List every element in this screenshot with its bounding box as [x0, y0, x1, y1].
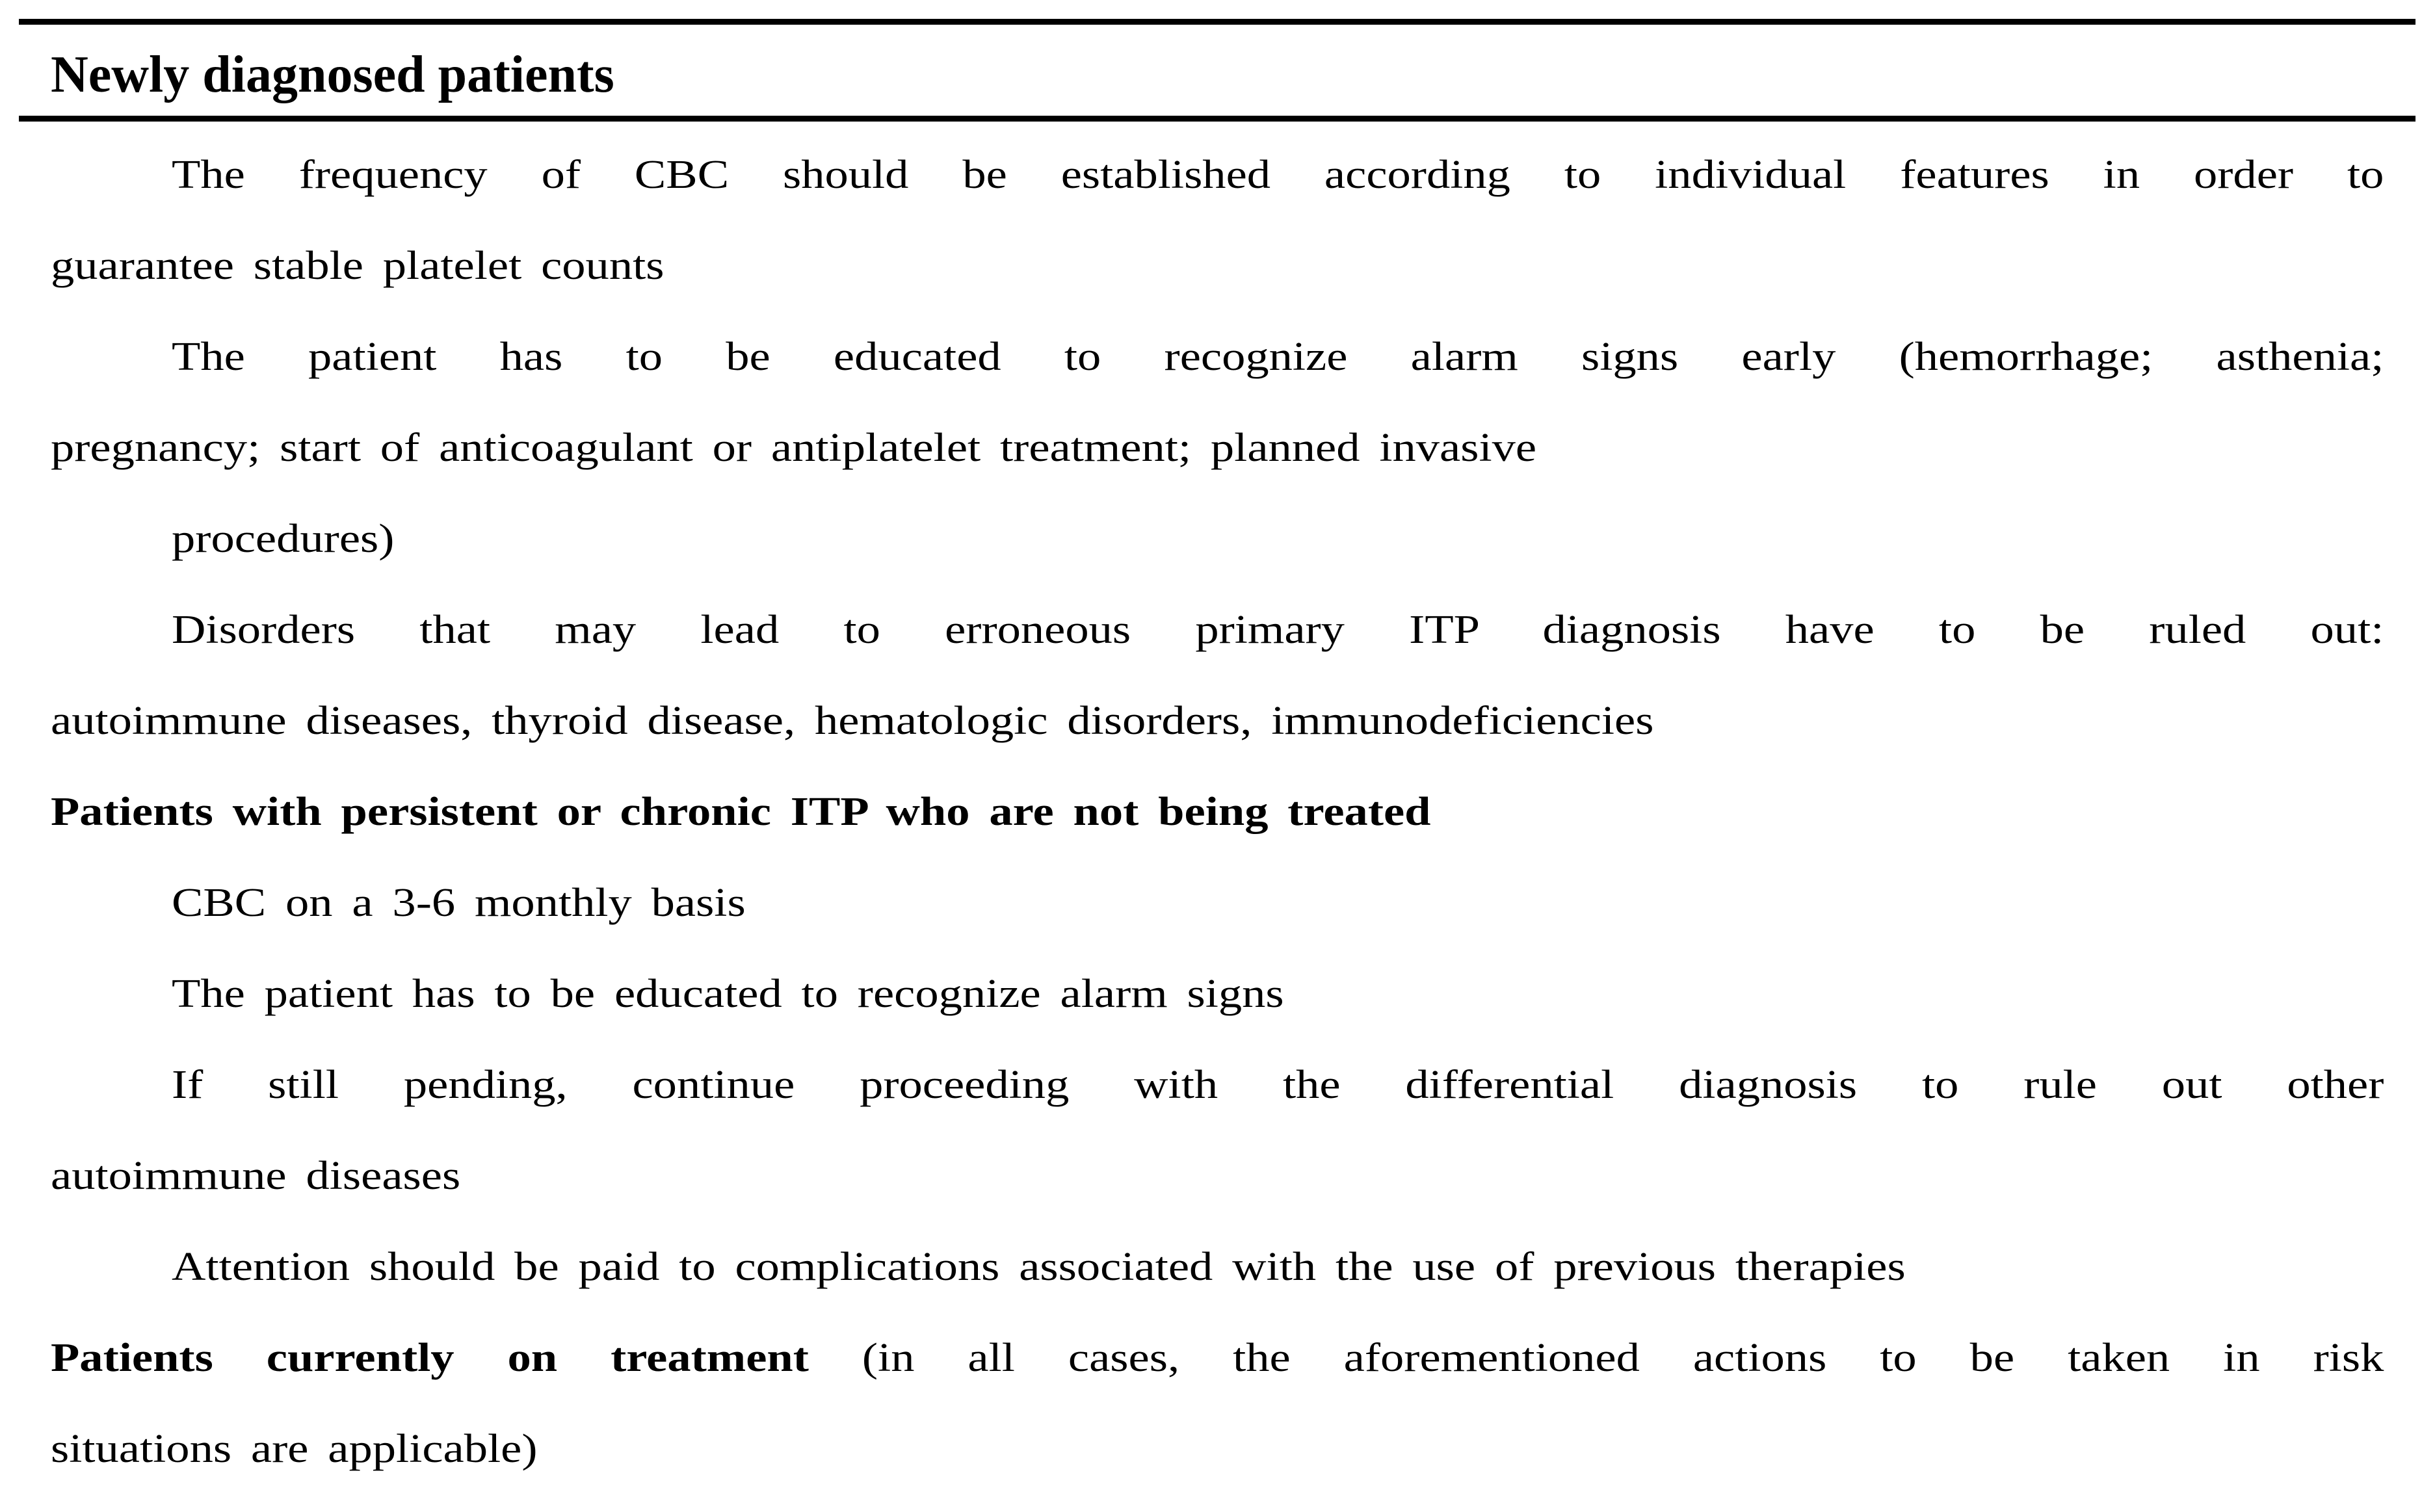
text-line [51, 1403, 2384, 1494]
text-segment-bold: Patients with persistent or chronic ITP who are not being treated [51, 790, 1431, 834]
text-line [51, 402, 2384, 493]
text-line [51, 311, 2384, 402]
text-segment: (in all cases, the aforementioned actions to be taken in risk [808, 1336, 2384, 1380]
text-segment: procedures) [172, 517, 395, 561]
text-segment: The patient has to be educated to recognize alarm signs early (hemorrhage; asthenia; [172, 335, 2384, 379]
text-segment: autoimmune diseases [51, 1154, 461, 1198]
section-header-text: Newly diagnosed patients [51, 46, 614, 103]
text-line [51, 1039, 2384, 1130]
text-segment: pregnancy; start of anticoagulant or antiplatelet treatment; planned invasive [51, 426, 1537, 470]
table-header-rule [19, 116, 2415, 122]
text-segment-bold: Patients currently on treatment [51, 1336, 809, 1380]
text-segment: Disorders that may lead to erroneous primary ITP diagnosis have to be ruled out: [172, 608, 2384, 652]
text-line [51, 948, 2384, 1039]
table-top-rule [19, 19, 2415, 25]
text-segment: guarantee stable platelet counts [51, 244, 665, 288]
text-line [51, 1221, 2384, 1312]
text-segment: The frequency of CBC should be established according to individual features in order to [172, 153, 2384, 197]
table-section-header-row [51, 29, 2384, 120]
text-line [51, 220, 2384, 311]
text-segment: CBC on a 3-6 monthly basis [172, 881, 746, 925]
text-line [51, 129, 2384, 220]
text-line [51, 1130, 2384, 1221]
text-segment: Attention should be paid to complications associated with the use of previous therapies [172, 1245, 1906, 1289]
text-line [51, 766, 2384, 857]
text-segment: The patient has to be educated to recognize alarm signs [172, 972, 1284, 1016]
text-line [51, 857, 2384, 948]
text-line [51, 493, 2384, 584]
text-line [51, 675, 2384, 766]
text-line [51, 1312, 2384, 1403]
text-segment: situations are applicable) [51, 1427, 538, 1471]
text-segment: If still pending, continue proceeding with the differential diagnosis to rule out other [172, 1063, 2384, 1107]
table-body [51, 129, 2384, 1494]
text-segment: autoimmune diseases, thyroid disease, hematologic disorders, immunodeficiencies [51, 699, 1654, 743]
text-line [51, 584, 2384, 675]
